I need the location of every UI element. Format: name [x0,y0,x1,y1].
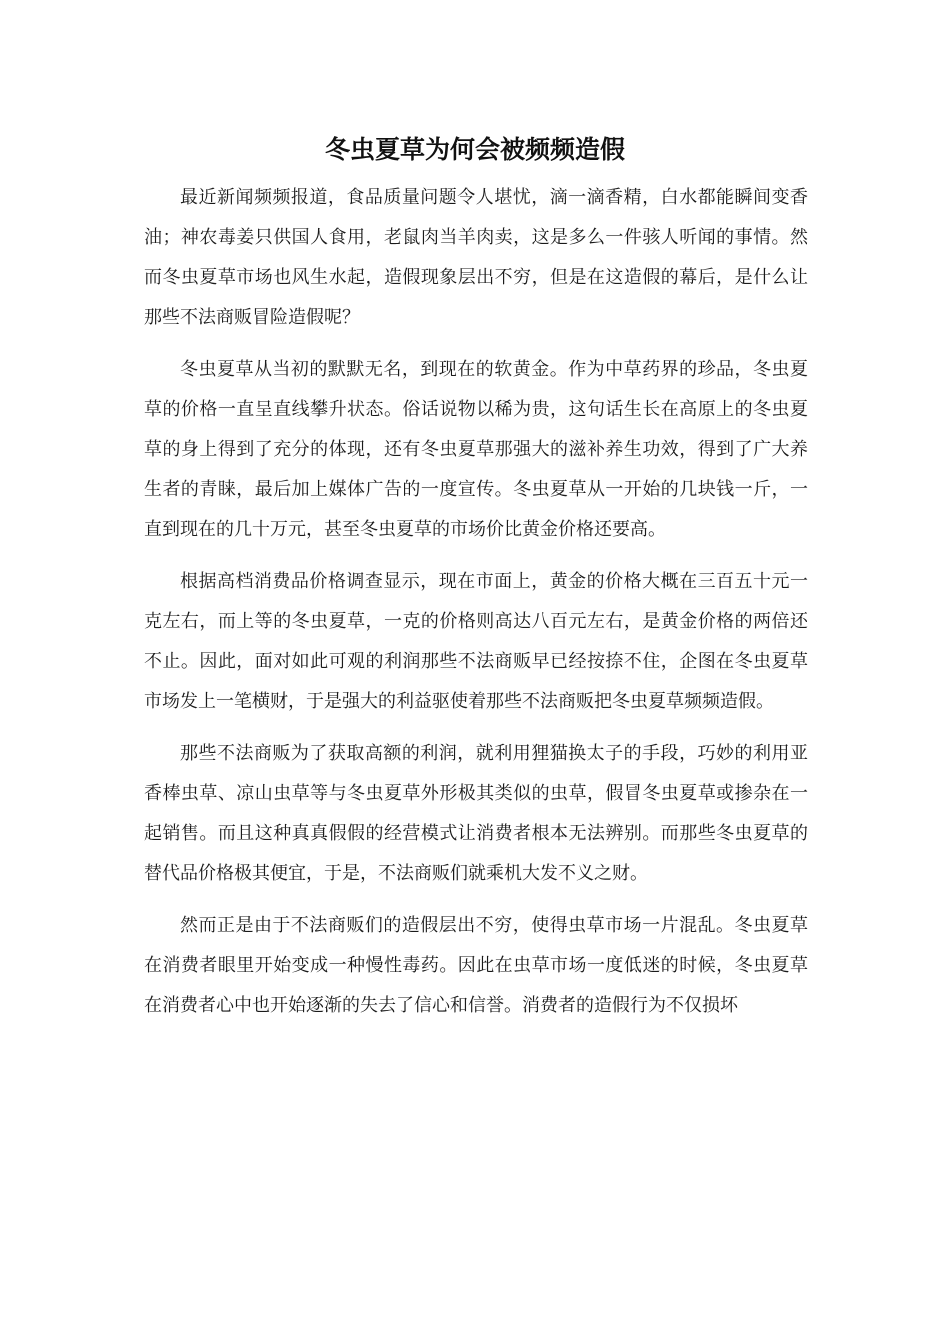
paragraph-3: 根据高档消费品价格调查显示，现在市面上，黄金的价格大概在三百五十元一克左右，而上等的冬虫夏草，一克的价格则高达八百元左右，是黄金价格的两倍还不止。因此，面对如此可观的利润那些不法商贩早已经按捺不住，企图在冬虫夏草市场发上一笔横财，于是强大的利益驱使着那些不法商贩把冬虫夏草频频造假。 [144,571,808,712]
paragraph-1: 最近新闻频频报道，食品质量问题令人堪忧，滴一滴香精，白水都能瞬间变香油；神农毒姜只供国人食用，老鼠肉当羊肉卖，这是多么一件骇人听闻的事情。然而冬虫夏草市场也风生水起，造假现象层出不穷，但是在这造假的幕后，是什么让那些不法商贩冒险造假呢？ [144,187,808,328]
paragraph-2: 冬虫夏草从当初的默默无名，到现在的软黄金。作为中草药界的珍品，冬虫夏草的价格一直呈直线攀升状态。俗话说物以稀为贵，这句话生长在高原上的冬虫夏草的身上得到了充分的体现，还有冬虫夏草那强大的滋补养生功效，得到了广大养生者的青睐，最后加上媒体广告的一度宣传。冬虫夏草从一开始的几块钱一斤，一直到现在的几十万元，甚至冬虫夏草的市场价比黄金价格还要高。 [144,359,808,540]
paragraph-4: 那些不法商贩为了获取高额的利润，就利用狸猫换太子的手段，巧妙的利用亚香棒虫草、凉山虫草等与冬虫夏草外形极其类似的虫草，假冒冬虫夏草或掺杂在一起销售。而且这种真真假假的经营模式让消费者根本无法辨别。而那些冬虫夏草的替代品价格极其便宜，于是，不法商贩们就乘机大发不义之财。 [144,743,808,884]
article-body [144,178,808,1026]
page-title: 冬虫夏草为何会被频频造假 [324,135,625,164]
paragraph-5: 然而正是由于不法商贩们的造假层出不穷，使得虫草市场一片混乱。冬虫夏草在消费者眼里开始变成一种慢性毒药。因此在虫草市场一度低迷的时候，冬虫夏草在消费者心中也开始逐渐的失去了信心和信誉。消费者的造假行为不仅损坏 [144,915,808,1016]
